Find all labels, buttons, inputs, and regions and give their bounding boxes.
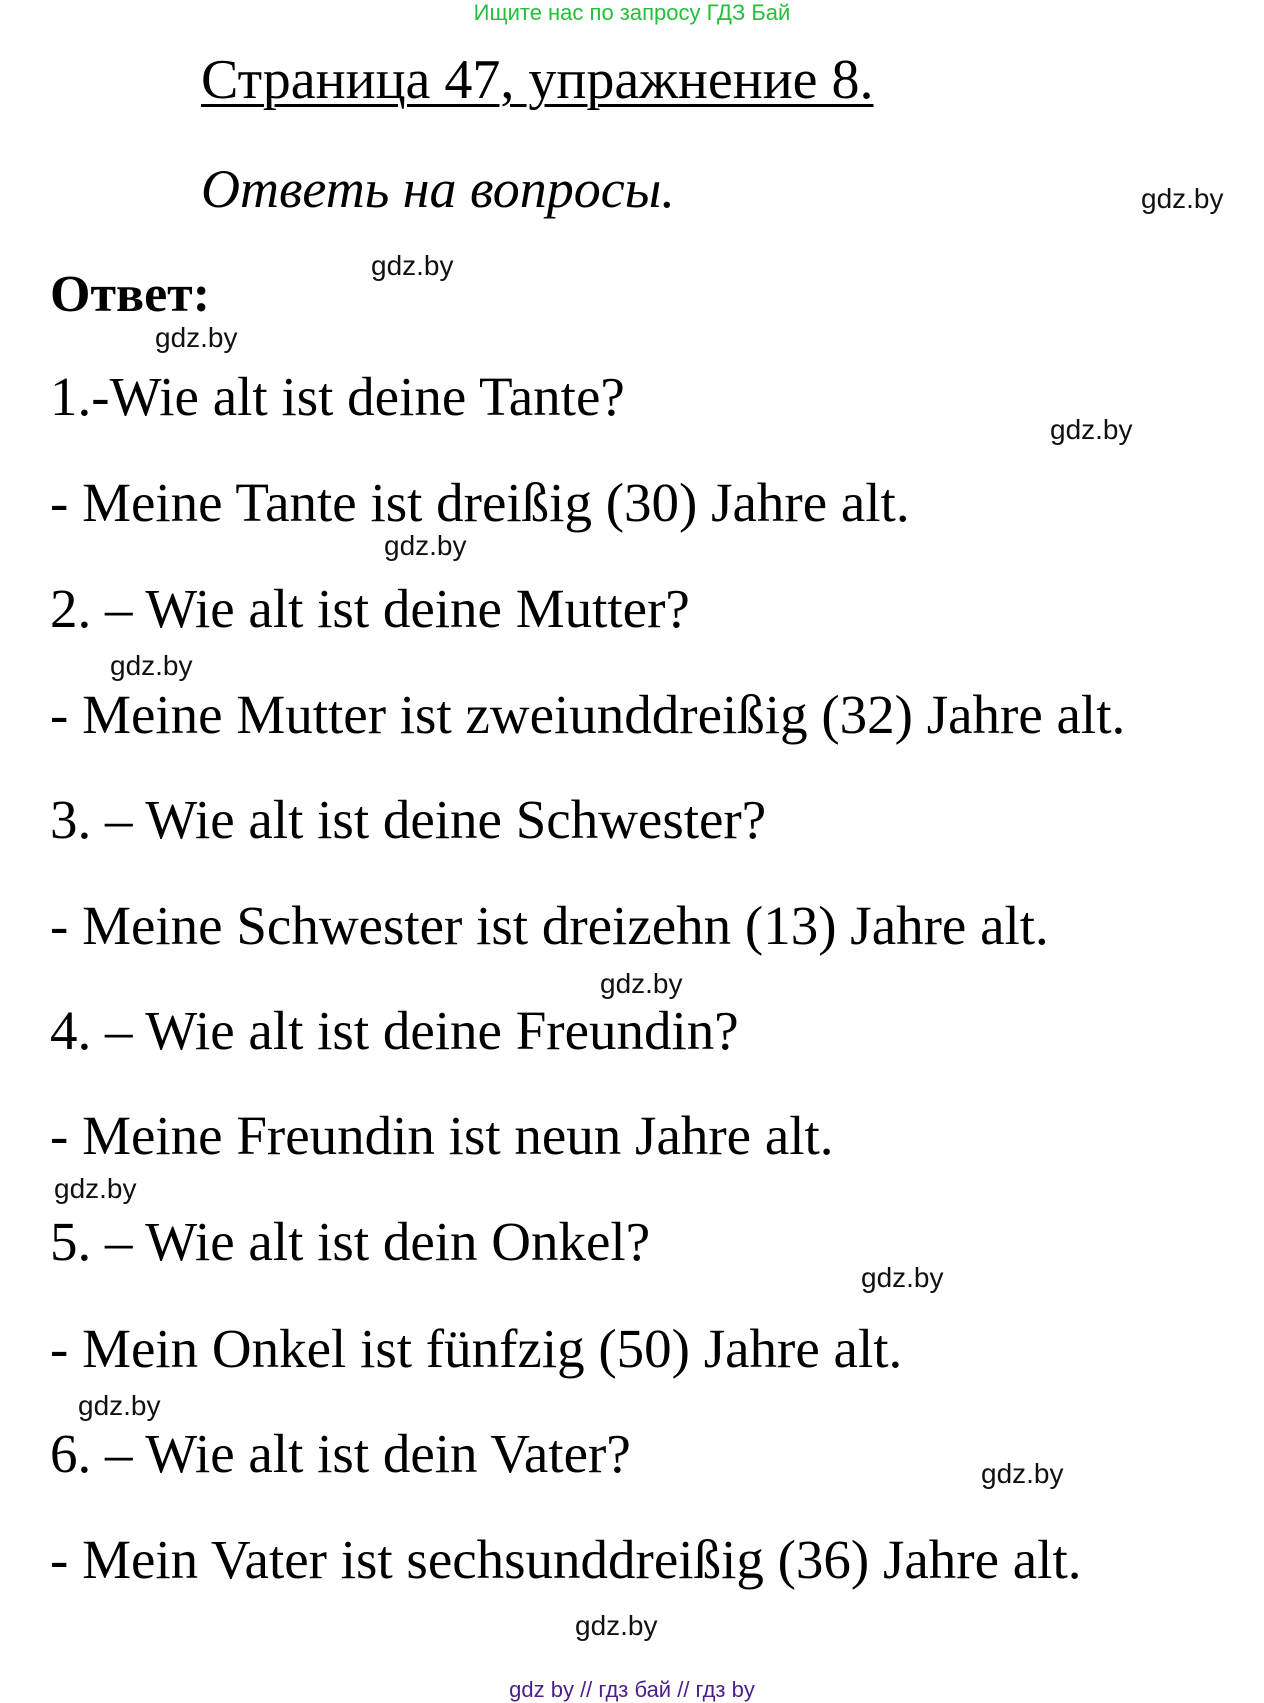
watermark: gdz.by: [78, 1390, 161, 1421]
watermark: gdz.by: [1050, 414, 1133, 445]
watermark: gdz.by: [861, 1262, 944, 1293]
answer-line: - Mein Vater ist sechsunddreißig (36) Jahre alt.: [50, 1529, 1082, 1590]
answer-label: Ответ:: [50, 266, 211, 323]
watermark: gdz.by: [600, 968, 683, 999]
answer-line: - Meine Schwester ist dreizehn (13) Jahre alt.: [50, 895, 1049, 956]
answer-line: - Meine Freundin ist neun Jahre alt.: [50, 1105, 834, 1166]
watermark: gdz.by: [384, 530, 467, 561]
watermark: gdz.by: [981, 1458, 1064, 1489]
answer-line: - Meine Tante ist dreißig (30) Jahre alt.: [50, 472, 910, 533]
footer-links: gdz by // гдз бай // гдз by: [509, 1677, 755, 1702]
answer-line: - Mein Onkel ist fünfzig (50) Jahre alt.: [50, 1318, 903, 1379]
page-title: Страница 47, упражнение 8.: [201, 49, 874, 111]
task-instruction: Ответь на вопросы.: [201, 159, 675, 219]
watermark: gdz.by: [110, 650, 193, 681]
answer-line: 4. – Wie alt ist deine Freundin?: [50, 1000, 739, 1061]
answer-line: - Meine Mutter ist zweiunddreißig (32) Jahre alt.: [50, 684, 1126, 745]
watermark: gdz.by: [54, 1173, 137, 1204]
answer-line: 1.-Wie alt ist deine Tante?: [50, 366, 625, 427]
answer-line: 6. – Wie alt ist dein Vater?: [50, 1423, 631, 1484]
watermark: gdz.by: [575, 1610, 658, 1641]
header-banner: Ищите нас по запросу ГДЗ Бай: [473, 0, 791, 25]
answer-line: 5. – Wie alt ist dein Onkel?: [50, 1211, 651, 1272]
answer-line: 2. – Wie alt ist deine Mutter?: [50, 578, 690, 639]
watermark: gdz.by: [155, 322, 238, 353]
watermark: gdz.by: [371, 250, 454, 281]
watermark: gdz.by: [1141, 183, 1224, 214]
answer-line: 3. – Wie alt ist deine Schwester?: [50, 789, 767, 850]
